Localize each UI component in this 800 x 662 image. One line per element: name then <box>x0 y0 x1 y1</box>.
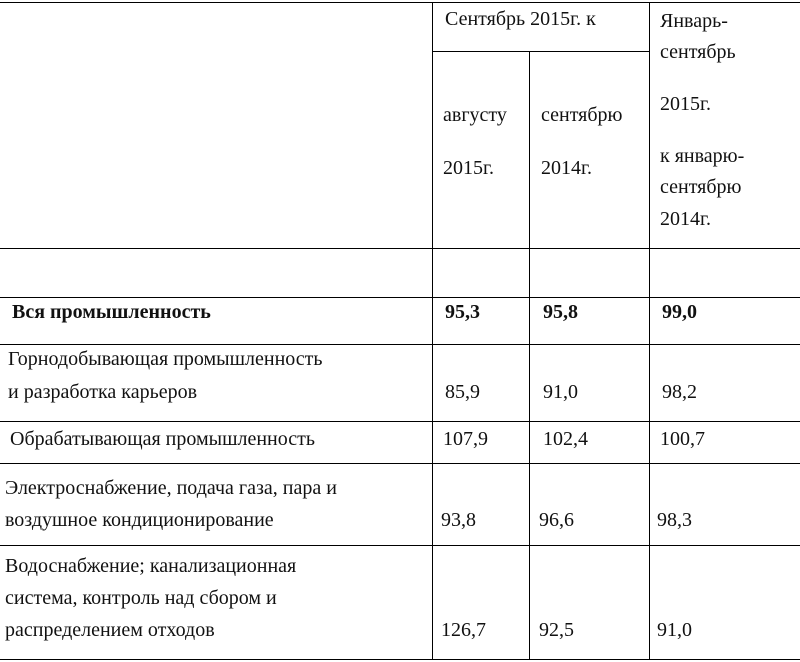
value-cell-ytd: 91,0 <box>657 619 692 641</box>
table-border-bottom <box>0 659 800 660</box>
header-text: сентябрь <box>660 41 736 63</box>
row-divider <box>0 297 800 298</box>
value-cell-september: 95,8 <box>543 301 578 323</box>
column-divider <box>649 2 650 660</box>
value-cell-september: 102,4 <box>543 428 588 450</box>
column-divider <box>432 2 433 660</box>
row-divider <box>0 545 800 546</box>
header-text: августу <box>443 104 507 126</box>
header-text: 2014г. <box>660 208 711 230</box>
table-border-top <box>0 2 800 3</box>
row-label: и разработка карьеров <box>8 381 198 403</box>
value-cell-august: 126,7 <box>441 619 486 641</box>
header-text: сентябрю <box>660 176 742 198</box>
header-text: 2015г. <box>660 93 711 115</box>
row-label: воздушное кондиционирование <box>5 509 274 531</box>
value-cell-september: 92,5 <box>539 619 574 641</box>
value-cell-ytd: 100,7 <box>660 428 705 450</box>
row-divider <box>0 421 800 422</box>
header-text: 2015г. <box>443 157 494 179</box>
header-text: Январь- <box>660 10 728 32</box>
header-text: к январю- <box>660 145 745 167</box>
row-label: система, контроль над сбором и <box>5 587 277 609</box>
value-cell-september: 96,6 <box>539 509 574 531</box>
value-cell-august: 85,9 <box>445 381 480 403</box>
value-cell-ytd: 98,3 <box>657 509 692 531</box>
value-cell-august: 93,8 <box>441 509 476 531</box>
row-label: Вся промышленность <box>12 301 211 323</box>
row-divider <box>0 463 800 464</box>
row-label: Обрабатывающая промышленность <box>10 428 315 450</box>
header-bottom-border <box>0 248 800 249</box>
header-text: 2014г. <box>541 157 592 179</box>
value-cell-ytd: 98,2 <box>662 381 697 403</box>
row-label: Электроснабжение, подача газа, пара и <box>5 477 337 499</box>
row-label: Водоснабжение; канализационная <box>5 555 297 577</box>
value-cell-august: 95,3 <box>445 301 480 323</box>
header-group-divider <box>432 51 649 52</box>
value-cell-august: 107,9 <box>443 428 488 450</box>
value-cell-september: 91,0 <box>543 381 578 403</box>
header-text: сентябрю <box>541 104 623 126</box>
row-label: Горнодобывающая промышленность <box>8 348 323 370</box>
row-label: распределением отходов <box>5 619 215 641</box>
value-cell-ytd: 99,0 <box>662 301 697 323</box>
row-divider <box>0 344 800 345</box>
column-divider <box>529 51 530 660</box>
header-group-label: Сентябрь 2015г. к <box>445 8 596 30</box>
